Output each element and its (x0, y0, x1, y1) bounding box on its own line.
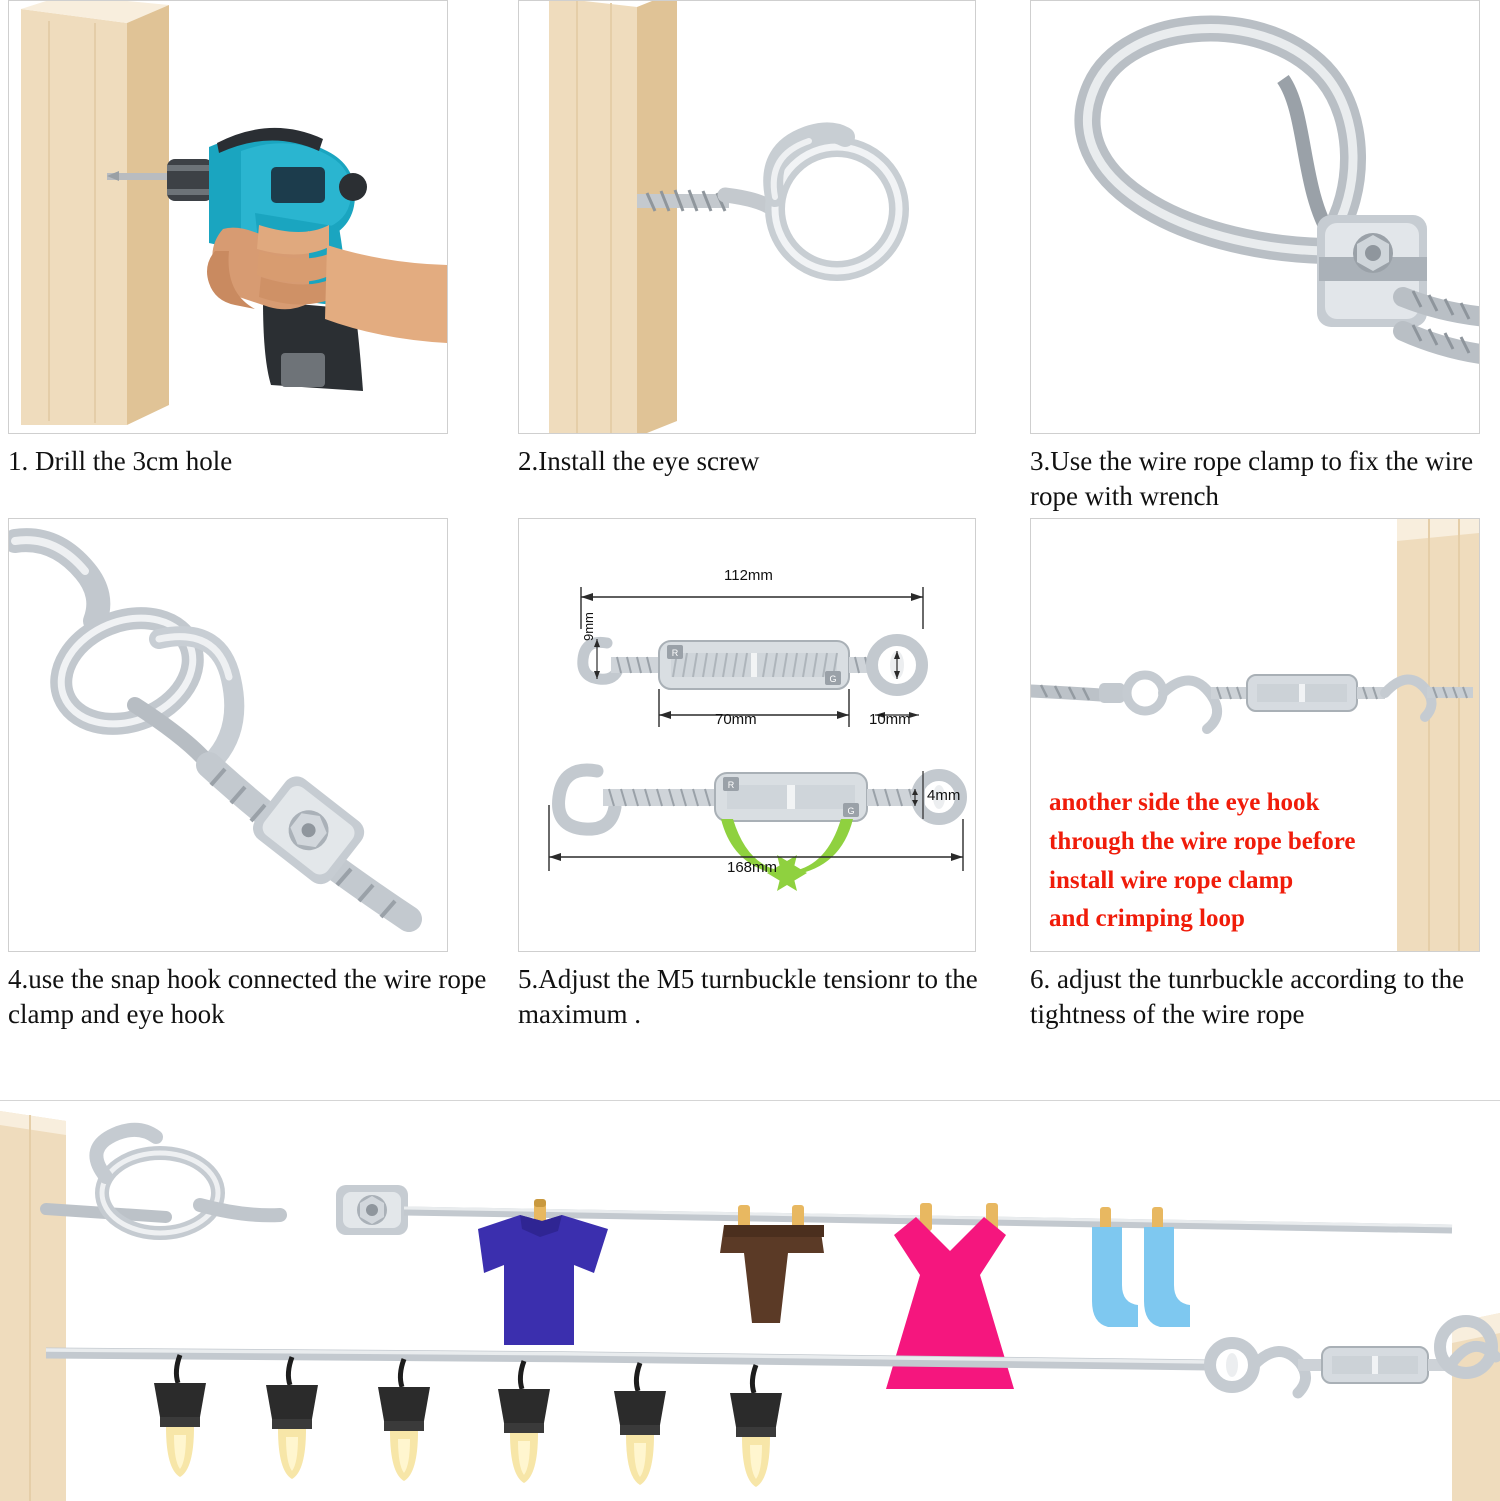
svg-text:G: G (829, 674, 837, 684)
step-1-image (8, 0, 448, 434)
clothesline-scene-illustration (0, 1101, 1500, 1501)
step-card-1 (8, 0, 488, 479)
step-card-4 (8, 518, 488, 1031)
step-card-6 (1030, 518, 1500, 1031)
wire-rope-clamp-illustration (1031, 1, 1479, 433)
eye-screw-illustration (519, 1, 975, 433)
snap-hook-illustration (9, 519, 447, 951)
laundry-shorts (720, 1205, 824, 1323)
string-light-4 (498, 1361, 550, 1483)
dim-label-168mm: 168mm (727, 859, 778, 876)
dim-label-4mm: 4mm (927, 787, 961, 804)
bottom-scene (0, 1100, 1500, 1501)
step-4-image (8, 518, 448, 952)
string-light-2 (266, 1357, 318, 1479)
dim-label-9mm: 9mm (581, 612, 596, 641)
step-6-image (1030, 518, 1480, 952)
svg-text:G: G (847, 806, 855, 816)
step-6-note-line-2: through the wire rope before (1049, 827, 1356, 855)
step-3-caption: 3.Use the wire rope clamp to fix the wire rope with wrench (1030, 446, 1474, 511)
step-3-image (1030, 0, 1480, 434)
svg-text:R: R (671, 648, 679, 658)
step-6-note-line-4: and crimping loop (1049, 905, 1245, 933)
string-light-1 (154, 1355, 206, 1477)
step-5-caption: 5.Adjust the M5 turnbuckle tensionr to the maximum . (518, 964, 978, 1029)
step-6-caption: 6. adjust the tunrbuckle according to the tightness of the wire rope (1030, 964, 1465, 1029)
dim-label-10mm: 10mm (869, 711, 911, 728)
step-6-note-line-1: another side the eye hook (1049, 789, 1320, 816)
step-4-caption: 4.use the snap hook connected the wire rope clamp and eye hook (8, 964, 487, 1029)
dim-label-112mm: 112mm (724, 567, 773, 584)
step-6-note (1049, 784, 1439, 939)
step-card-2 (518, 0, 998, 479)
step-5-image (518, 518, 976, 952)
string-light-5 (614, 1363, 666, 1485)
step-1-caption: 1. Drill the 3cm hole (8, 446, 233, 476)
string-light-3 (378, 1359, 430, 1481)
laundry-shirt (478, 1199, 608, 1345)
step-2-image (518, 0, 976, 434)
drill-illustration (9, 1, 447, 433)
dim-label-70mm: 70mm (715, 711, 757, 728)
string-light-6 (730, 1365, 782, 1487)
step-6-note-line-3: install wire rope clamp (1049, 866, 1294, 894)
svg-text:R: R (727, 780, 735, 790)
step-card-3 (1030, 0, 1500, 513)
step-card-5 (518, 518, 998, 1031)
step-2-caption: 2.Install the eye screw (518, 446, 760, 476)
